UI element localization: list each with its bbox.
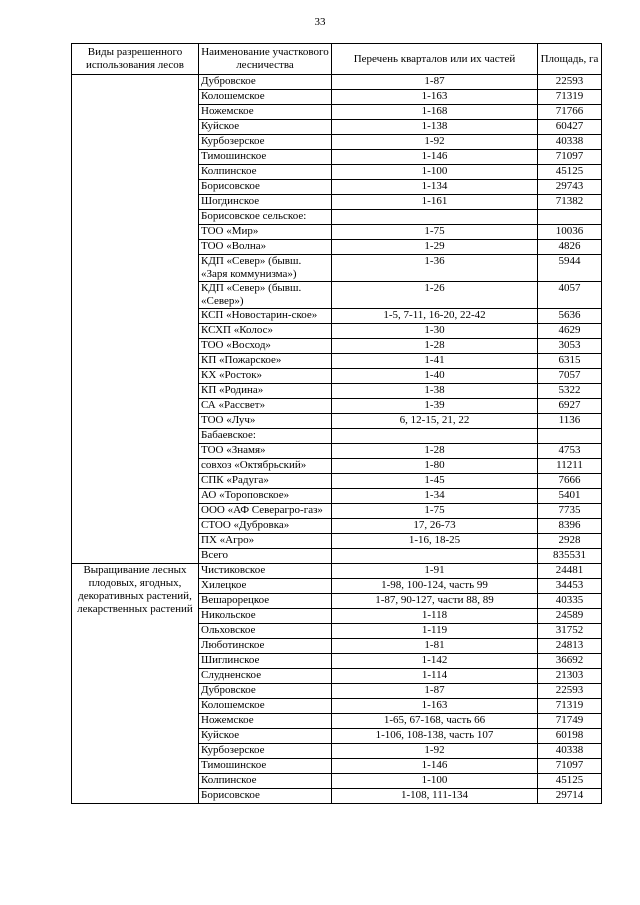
forestry-name-cell: совхоз «Октябрьский» <box>199 459 332 474</box>
forestry-name-cell: Ольховское <box>199 624 332 639</box>
forestry-name-cell: ТОО «Луч» <box>199 414 332 429</box>
quarters-cell: 1-163 <box>332 699 538 714</box>
forestry-name-cell: Шиглинское <box>199 654 332 669</box>
area-cell: 24813 <box>538 639 602 654</box>
quarters-cell <box>332 549 538 564</box>
forestry-name-cell: Колошемское <box>199 699 332 714</box>
area-cell: 71766 <box>538 105 602 120</box>
area-cell: 5401 <box>538 489 602 504</box>
quarters-cell: 1-75 <box>332 504 538 519</box>
quarters-cell: 1-38 <box>332 384 538 399</box>
forestry-name-cell: КДП «Север» (бывш. «Север») <box>199 282 332 309</box>
forestry-name-cell: ТОО «Восход» <box>199 339 332 354</box>
forestry-name-cell: Куйское <box>199 729 332 744</box>
area-cell: 6927 <box>538 399 602 414</box>
forestry-name-cell: Ножемское <box>199 105 332 120</box>
area-cell: 71097 <box>538 150 602 165</box>
area-cell: 22593 <box>538 75 602 90</box>
quarters-cell <box>332 210 538 225</box>
area-cell: 4629 <box>538 324 602 339</box>
area-cell: 71319 <box>538 90 602 105</box>
forestry-name-cell: Никольское <box>199 609 332 624</box>
forestry-name-cell: Колпинское <box>199 165 332 180</box>
quarters-cell: 1-146 <box>332 759 538 774</box>
area-cell: 71382 <box>538 195 602 210</box>
use-type-cell <box>72 75 199 564</box>
area-cell: 10036 <box>538 225 602 240</box>
use-type-cell: Выращивание лесных плодовых, ягодных, декоративных растений, лекарственных растений <box>72 564 199 804</box>
forestry-name-cell: КП «Родина» <box>199 384 332 399</box>
quarters-cell: 1-87 <box>332 684 538 699</box>
quarters-cell <box>332 429 538 444</box>
area-cell: 5636 <box>538 309 602 324</box>
area-cell: 6315 <box>538 354 602 369</box>
quarters-cell: 1-92 <box>332 135 538 150</box>
quarters-cell: 1-81 <box>332 639 538 654</box>
forestry-name-cell: Борисовское <box>199 789 332 804</box>
area-cell: 4057 <box>538 282 602 309</box>
area-cell: 36692 <box>538 654 602 669</box>
forestry-name-cell: ТОО «Волна» <box>199 240 332 255</box>
table-body <box>72 75 602 804</box>
quarters-cell: 1-91 <box>332 564 538 579</box>
forestry-name-cell: КСП «Новостарин-ское» <box>199 309 332 324</box>
forestry-name-cell: Тимошинское <box>199 150 332 165</box>
quarters-cell: 1-45 <box>332 474 538 489</box>
area-cell: 4753 <box>538 444 602 459</box>
area-cell: 2928 <box>538 534 602 549</box>
forestry-name-cell: Вешарорецкое <box>199 594 332 609</box>
area-cell: 835531 <box>538 549 602 564</box>
quarters-cell: 1-87 <box>332 75 538 90</box>
quarters-cell: 1-98, 100-124, часть 99 <box>332 579 538 594</box>
area-cell: 71749 <box>538 714 602 729</box>
quarters-cell: 1-28 <box>332 444 538 459</box>
quarters-cell: 1-30 <box>332 324 538 339</box>
table-header-row <box>72 44 602 75</box>
area-cell: 7735 <box>538 504 602 519</box>
area-cell: 1136 <box>538 414 602 429</box>
area-cell: 40335 <box>538 594 602 609</box>
quarters-cell: 1-161 <box>332 195 538 210</box>
quarters-cell: 1-5, 7-11, 16-20, 22-42 <box>332 309 538 324</box>
quarters-cell: 1-40 <box>332 369 538 384</box>
forestry-name-cell: Всего <box>199 549 332 564</box>
quarters-cell: 1-118 <box>332 609 538 624</box>
quarters-cell: 1-92 <box>332 744 538 759</box>
forestry-name-cell: Тимошинское <box>199 759 332 774</box>
area-cell: 29714 <box>538 789 602 804</box>
area-cell: 45125 <box>538 774 602 789</box>
forestry-name-cell: Ножемское <box>199 714 332 729</box>
quarters-cell: 1-28 <box>332 339 538 354</box>
area-cell: 29743 <box>538 180 602 195</box>
quarters-cell: 1-100 <box>332 165 538 180</box>
forestry-name-cell: КП «Пожарское» <box>199 354 332 369</box>
area-cell: 11211 <box>538 459 602 474</box>
quarters-cell: 6, 12-15, 21, 22 <box>332 414 538 429</box>
area-cell: 7057 <box>538 369 602 384</box>
forestry-name-cell: ООО «АФ Северагро-газ» <box>199 504 332 519</box>
forestry-name-cell: Дубровское <box>199 684 332 699</box>
area-cell: 45125 <box>538 165 602 180</box>
area-cell: 60427 <box>538 120 602 135</box>
forestry-name-cell: Хилецкое <box>199 579 332 594</box>
forestry-name-cell: Борисовское сельское: <box>199 210 332 225</box>
quarters-cell: 1-41 <box>332 354 538 369</box>
header-forestry: Наименование участкового лесничества <box>199 44 332 75</box>
area-cell: 7666 <box>538 474 602 489</box>
area-cell: 40338 <box>538 744 602 759</box>
quarters-cell: 1-168 <box>332 105 538 120</box>
area-cell: 60198 <box>538 729 602 744</box>
quarters-cell: 1-138 <box>332 120 538 135</box>
forestry-name-cell: Бабаевское: <box>199 429 332 444</box>
area-cell: 24481 <box>538 564 602 579</box>
page-number: 33 <box>314 16 326 28</box>
header-use: Виды разрешенного использования лесов <box>72 44 199 75</box>
forestry-name-cell: Борисовское <box>199 180 332 195</box>
header-quarters: Перечень кварталов или их частей <box>332 44 538 75</box>
quarters-cell: 1-146 <box>332 150 538 165</box>
table-row <box>72 564 602 579</box>
area-cell: 5322 <box>538 384 602 399</box>
quarters-cell: 1-114 <box>332 669 538 684</box>
quarters-cell: 1-16, 18-25 <box>332 534 538 549</box>
area-cell: 24589 <box>538 609 602 624</box>
area-cell: 40338 <box>538 135 602 150</box>
forestry-name-cell: ПХ «Агро» <box>199 534 332 549</box>
quarters-cell: 1-134 <box>332 180 538 195</box>
forestry-name-cell: СА «Рассвет» <box>199 399 332 414</box>
forestry-name-cell: Колпинское <box>199 774 332 789</box>
area-cell: 4826 <box>538 240 602 255</box>
quarters-cell: 1-106, 108-138, часть 107 <box>332 729 538 744</box>
table-row <box>72 75 602 90</box>
forestry-name-cell: СПК «Радуга» <box>199 474 332 489</box>
quarters-cell: 1-39 <box>332 399 538 414</box>
forestry-name-cell: Чистиковское <box>199 564 332 579</box>
area-cell: 22593 <box>538 684 602 699</box>
area-cell <box>538 429 602 444</box>
area-cell: 71319 <box>538 699 602 714</box>
forestry-name-cell: Куйское <box>199 120 332 135</box>
quarters-cell: 1-87, 90-127, части 88, 89 <box>332 594 538 609</box>
area-cell: 5944 <box>538 255 602 282</box>
quarters-cell: 1-34 <box>332 489 538 504</box>
quarters-cell: 1-119 <box>332 624 538 639</box>
forestry-name-cell: АО «Тороповское» <box>199 489 332 504</box>
forestry-name-cell: КХ «Росток» <box>199 369 332 384</box>
area-cell: 34453 <box>538 579 602 594</box>
quarters-cell: 1-163 <box>332 90 538 105</box>
header-area: Площадь, га <box>538 44 602 75</box>
quarters-cell: 17, 26-73 <box>332 519 538 534</box>
forestry-name-cell: Курбозерское <box>199 135 332 150</box>
quarters-cell: 1-100 <box>332 774 538 789</box>
quarters-cell: 1-36 <box>332 255 538 282</box>
forestry-name-cell: Шогдинское <box>199 195 332 210</box>
quarters-cell: 1-108, 111-134 <box>332 789 538 804</box>
area-cell: 3053 <box>538 339 602 354</box>
quarters-cell: 1-65, 67-168, часть 66 <box>332 714 538 729</box>
forestry-name-cell: Колошемское <box>199 90 332 105</box>
forestry-name-cell: Дубровское <box>199 75 332 90</box>
area-cell: 71097 <box>538 759 602 774</box>
quarters-cell: 1-29 <box>332 240 538 255</box>
forestry-name-cell: КСХП «Колос» <box>199 324 332 339</box>
forestry-name-cell: КДП «Север» (бывш. «Заря коммунизма») <box>199 255 332 282</box>
area-cell: 8396 <box>538 519 602 534</box>
quarters-cell: 1-142 <box>332 654 538 669</box>
forest-use-table <box>71 43 602 804</box>
forestry-name-cell: СТОО «Дубровка» <box>199 519 332 534</box>
forestry-name-cell: Слудненское <box>199 669 332 684</box>
forestry-name-cell: ТОО «Знамя» <box>199 444 332 459</box>
forestry-name-cell: ТОО «Мир» <box>199 225 332 240</box>
area-cell: 21303 <box>538 669 602 684</box>
quarters-cell: 1-80 <box>332 459 538 474</box>
forestry-name-cell: Люботинское <box>199 639 332 654</box>
forestry-name-cell: Курбозерское <box>199 744 332 759</box>
quarters-cell: 1-75 <box>332 225 538 240</box>
area-cell <box>538 210 602 225</box>
area-cell: 31752 <box>538 624 602 639</box>
quarters-cell: 1-26 <box>332 282 538 309</box>
